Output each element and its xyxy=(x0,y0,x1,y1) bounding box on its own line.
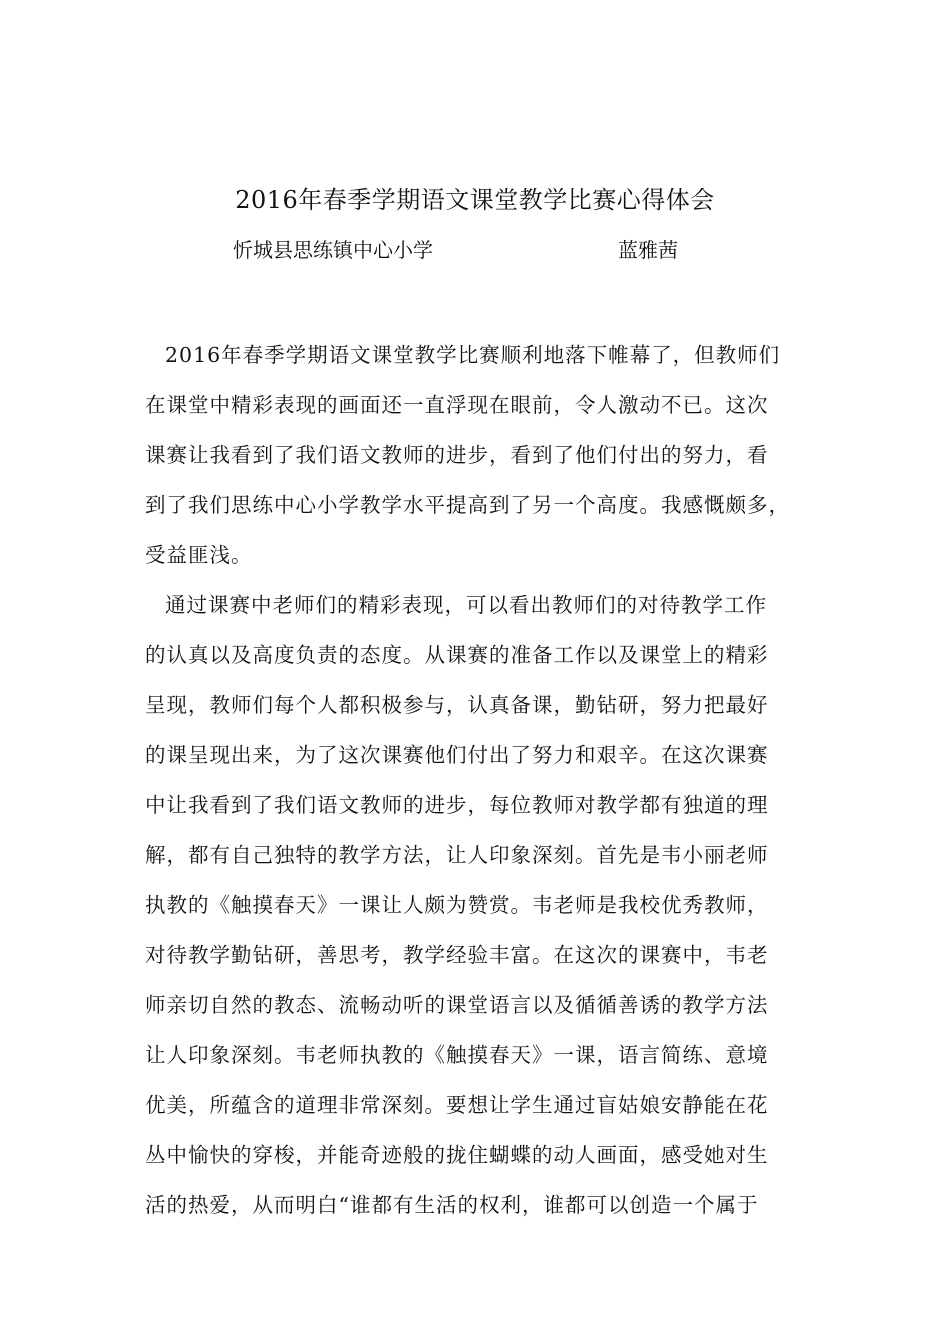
paragraph-line: 课赛让我看到了我们语文教师的进步，看到了他们付出的努力，看 xyxy=(145,443,769,467)
paragraph-line: 解，都有自己独特的教学方法，让人印象深刻。首先是韦小丽老师 xyxy=(145,843,769,867)
paragraph-line: 丛中愉快的穿梭，并能奇迹般的拢住蝴蝶的动人画面，感受她对生 xyxy=(145,1143,769,1167)
paragraph-line: 的认真以及高度负责的态度。从课赛的准备工作以及课堂上的精彩 xyxy=(145,643,769,667)
paragraph-line: 让人印象深刻。韦老师执教的《触摸春天》一课，语言简练、意境 xyxy=(145,1043,769,1067)
paragraph-line: 受益匪浅。 xyxy=(145,543,253,567)
paragraph-line: 2016年春季学期语文课堂教学比赛顺利地落下帷幕了，但教师们 xyxy=(165,343,781,367)
document-title: 2016年春季学期语文课堂教学比赛心得体会 xyxy=(235,186,715,214)
paragraph-line: 执教的《触摸春天》一课让人颇为赞赏。韦老师是我校优秀教师， xyxy=(145,893,769,917)
paragraph-line: 师亲切自然的教态、流畅动听的课堂语言以及循循善诱的教学方法 xyxy=(145,993,769,1017)
paragraph-line: 优美，所蕴含的道理非常深刻。要想让学生通过盲姑娘安静能在花 xyxy=(145,1093,769,1117)
paragraph-line: 通过课赛中老师们的精彩表现，可以看出教师们的对待教学工作 xyxy=(165,593,767,617)
byline xyxy=(233,235,678,265)
school-name: 忻城县思练镇中心小学 xyxy=(233,238,433,262)
paragraph-line: 在课堂中精彩表现的画面还一直浮现在眼前，令人激动不已。这次 xyxy=(145,393,769,417)
paragraph-line: 的课呈现出来，为了这次课赛他们付出了努力和艰辛。在这次课赛 xyxy=(145,743,769,767)
author-name: 蓝雅茜 xyxy=(618,238,678,262)
paragraph-line: 对待教学勤钻研，善思考，教学经验丰富。在这次的课赛中，韦老 xyxy=(145,943,769,967)
document-body xyxy=(145,330,825,1230)
paragraph-line: 到了我们思练中心小学教学水平提高到了另一个高度。我感慨颇多， xyxy=(145,493,790,517)
paragraph-line: 活的热爱，从而明白“谁都有生活的权利，谁都可以创造一个属于 xyxy=(145,1193,759,1217)
paragraph-line: 中让我看到了我们语文教师的进步，每位教师对教学都有独道的理 xyxy=(145,793,769,817)
paragraph-line: 呈现，教师们每个人都积极参与，认真备课，勤钻研，努力把最好 xyxy=(145,693,769,717)
